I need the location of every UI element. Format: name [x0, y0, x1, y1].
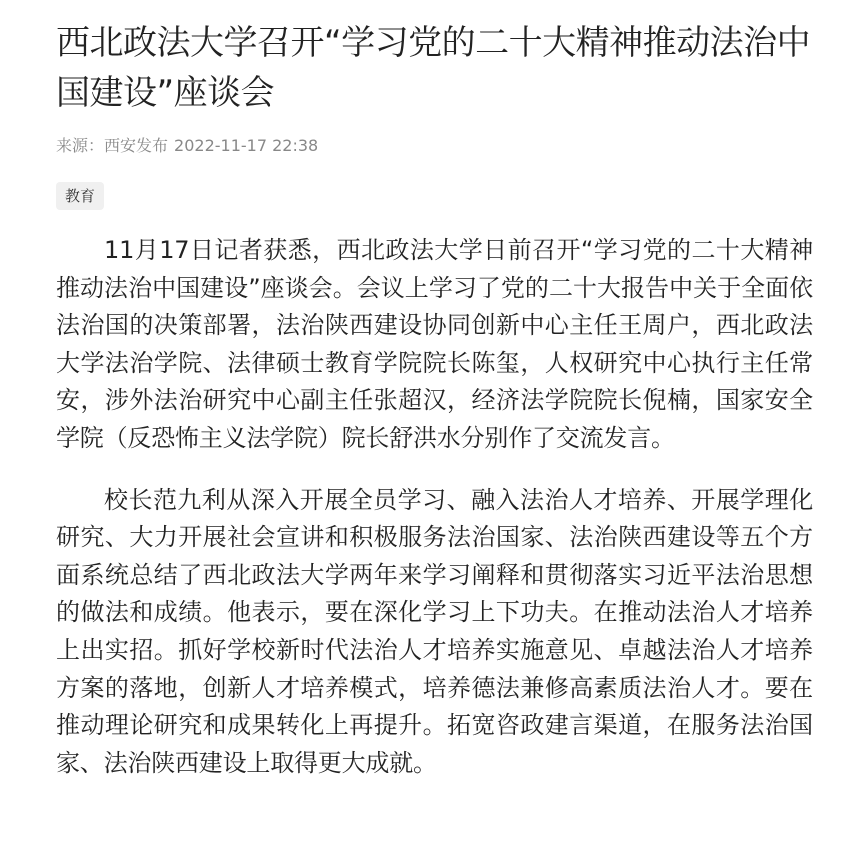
article-meta	[56, 134, 813, 158]
source-name[interactable]: 西安发布	[104, 136, 169, 155]
article-title: 西北政法大学召开“学习党的二十大精神推动法治中国建设”座谈会	[56, 23, 811, 113]
paragraph: 校长范九利从深入开展全员学习、融入法治人才培养、开展学理化研究、大力开展社会宣讲和积极服务法治国家、法治陕西建设等五个方面系统总结了西北政法大学两年来学习阐释和贯彻落实习近平法治思想的做法和成绩。他表示，要在深化学习上下功夫。在推动法治人才培养上出实招。抓好学校新时代法治人才培养实施意见、卓越法治人才培养方案的落地，创新人才培养模式，培养德法兼修高素质法治人才。要在推动理论研究和成果转化上再提升。拓宽咨政建言渠道，在服务法治国家、法治陕西建设上取得更大成就。	[56, 485, 813, 777]
source-label: 来源：	[56, 136, 105, 155]
publish-datetime: 2022-11-17 22:38	[174, 136, 319, 155]
article-body	[56, 232, 813, 782]
tag-row	[56, 158, 813, 210]
paragraph: 11月17日记者获悉，西北政法大学日前召开“学习党的二十大精神 推动法治中国建设”座谈会。会议上学习了党的二十大报告中关于全面依法治国的决策部署，法治陕西建设协同创新中心主任王周户，西北政法大学法治学院、法律硕士教育学院院长陈玺，人权研究中心执行主任常安，涉外法治研究中心副主任张超汉，经济法学院院长倪楠，国家安全学院（反恐怖主义法学院）院长舒洪水分别作了交流发言。	[56, 236, 813, 452]
category-tag[interactable]: 教育	[56, 182, 104, 210]
